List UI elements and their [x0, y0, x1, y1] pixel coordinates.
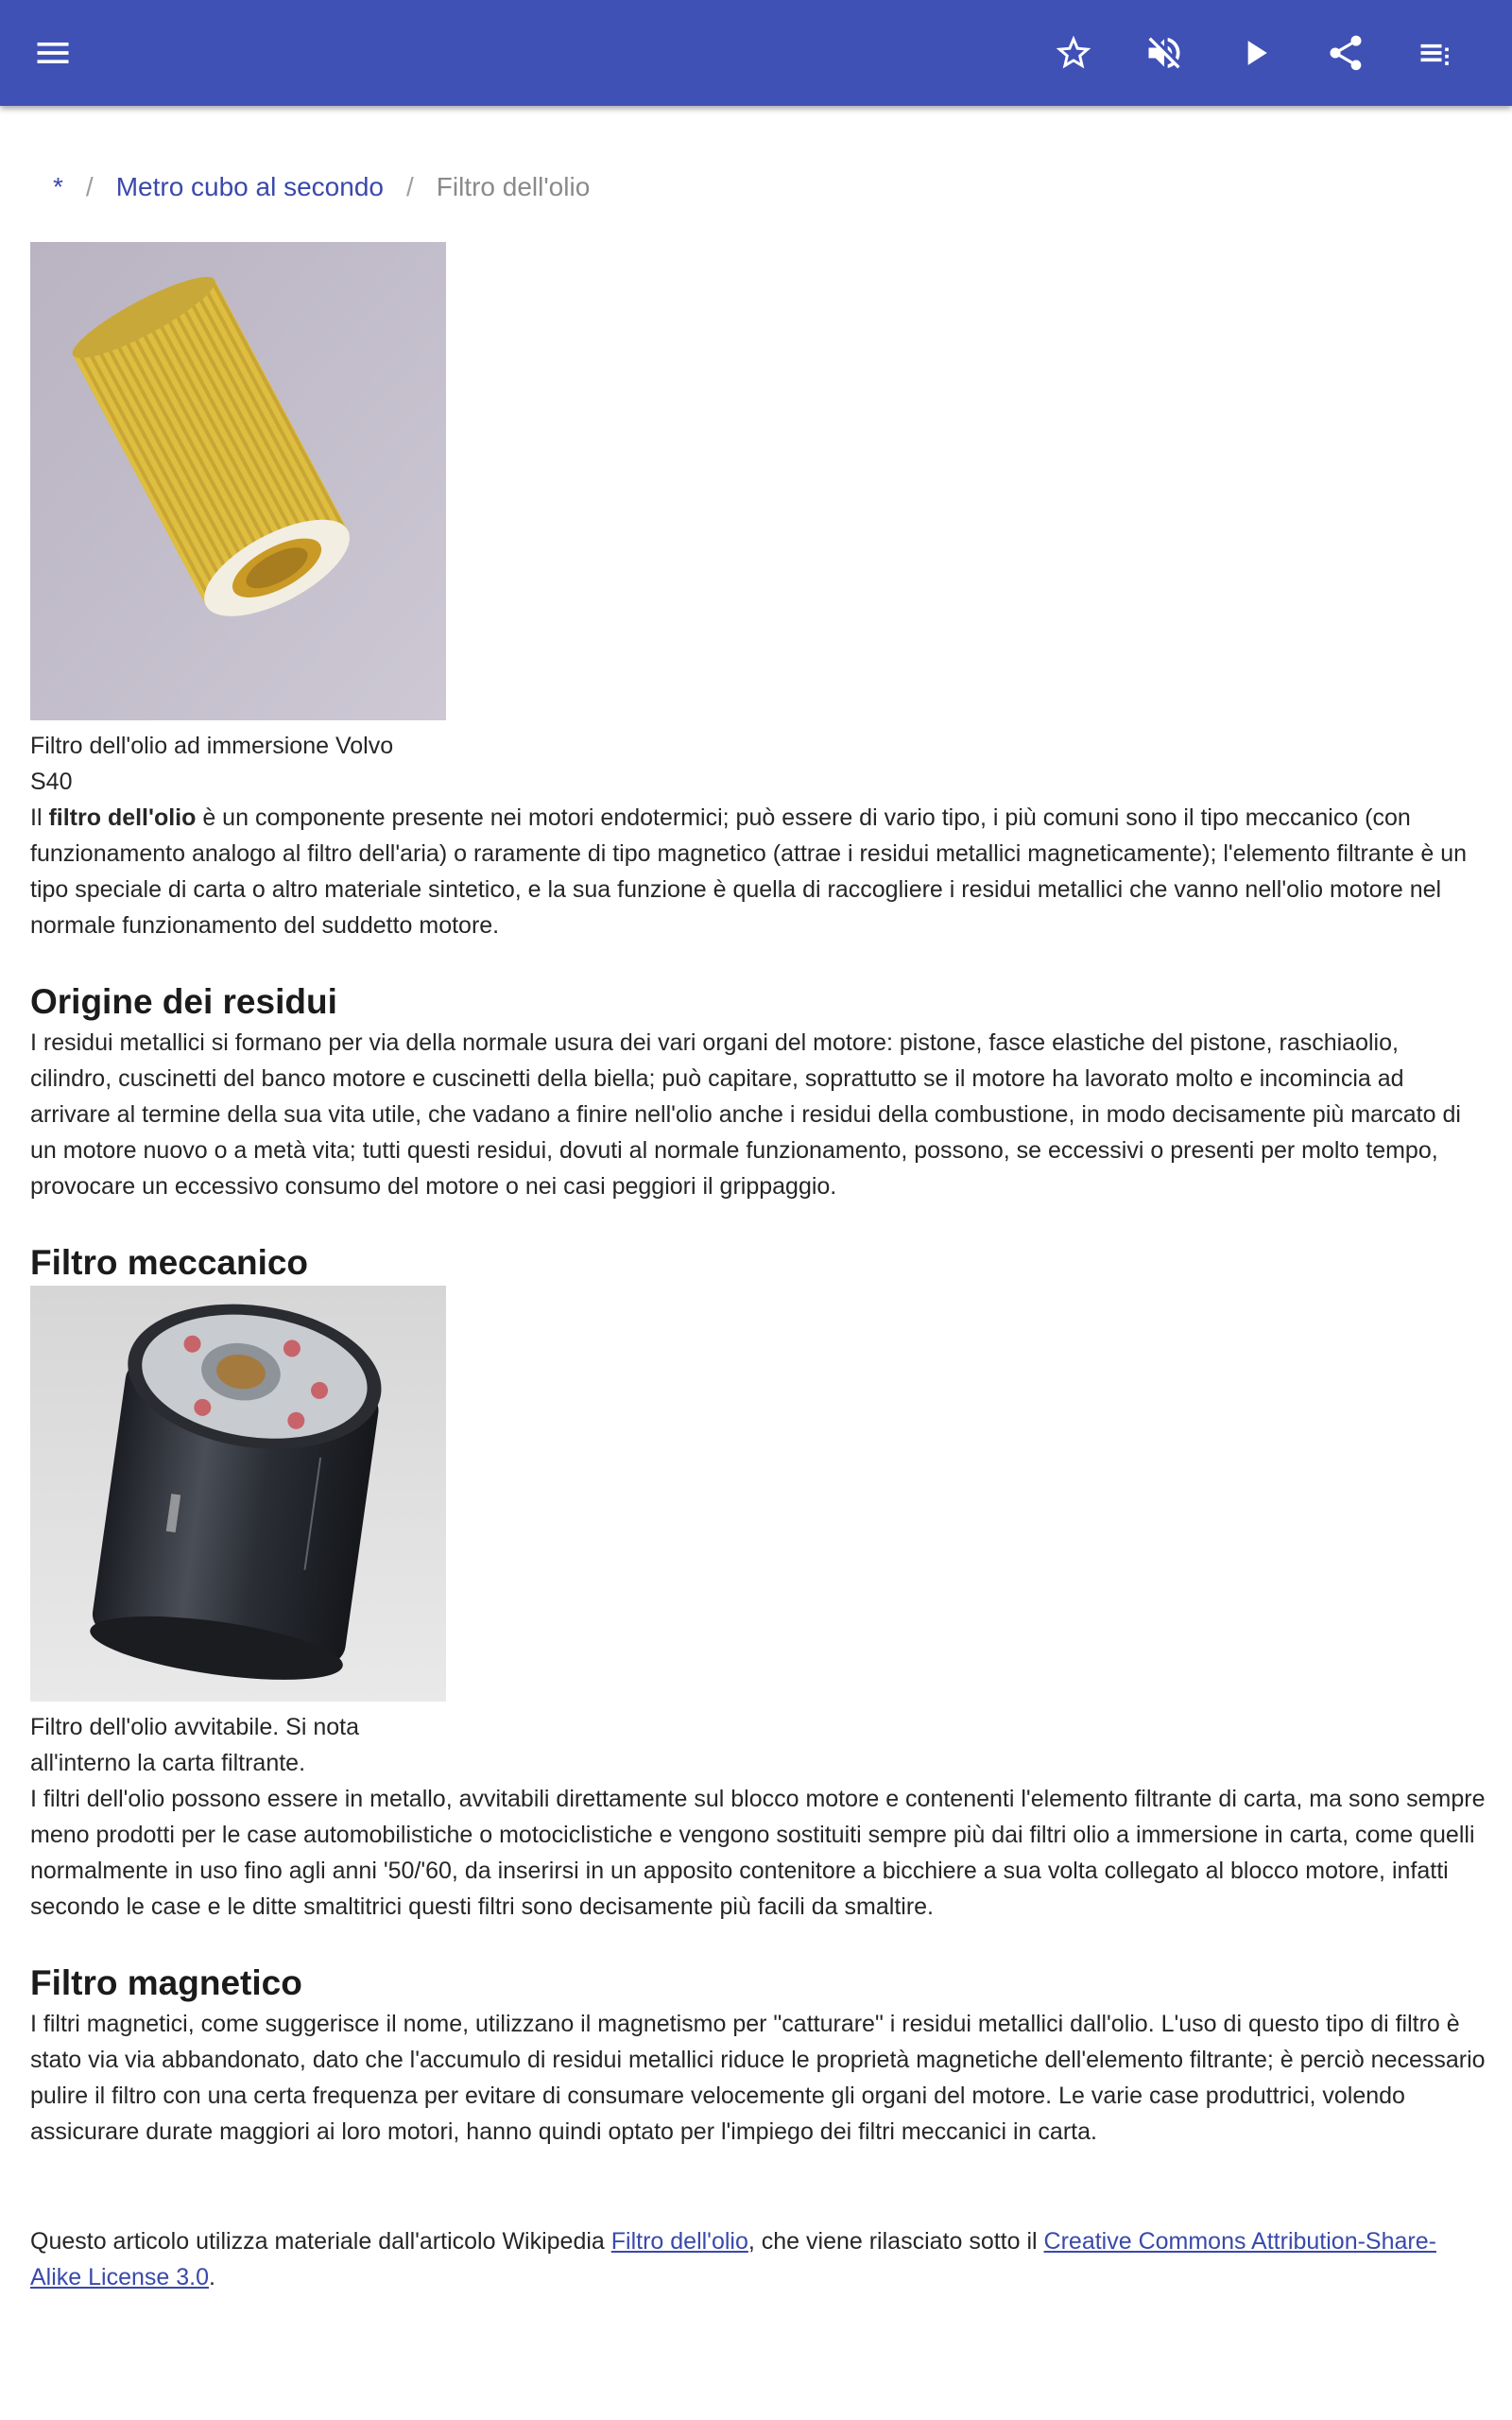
section-heading-origin: Origine dei residui	[30, 982, 337, 1021]
intro-text: è un componente presente nei motori endotermici; può essere di vario tipo, i più comuni sono il tipo meccanico (con funzionamento analogo al filtro dell'aria) o raramente di tipo magnetico (attrae i residui metallici magneticamente); l'elemento filtrante è un tipo speciale di carta o altro materiale sintetico, e la sua funzione è quella di raccogliere i residui metallici che vanno nell'olio motore nel normale funzionamento del suddetto motore.	[30, 804, 1468, 939]
wikipedia-article-link[interactable]: Filtro dell'olio	[610, 2228, 748, 2255]
breadcrumb-current: Filtro dell'olio	[436, 172, 591, 201]
app-bar	[0, 0, 1512, 106]
caption-line: S40	[30, 769, 73, 795]
attribution-footer	[30, 2223, 1486, 2295]
section-origin-paragraph: I residui metallici si formano per via della normale usura dei vari organi del motore: pistone, fasce elastiche del pistone, raschiaolio, cilindro, cuscinetti del banco motore e cuscinetti della biella; può capitare, soprattutto se il motore ha lavorato molto e incomincia ad arrivare al termine della sua vita utile, che vadano a finire nell'olio anche i residui della combustione, in modo decisamente più marcato di un motore nuovo o a metà vita; tutti questi residui, dovuti al normale funzionamento, possono, se eccessivi o presenti per molto tempo, provocare un eccessivo consumo del motore o nei casi peggiori il grippaggio.	[30, 1029, 1461, 1200]
breadcrumb-home-link[interactable]: *	[53, 172, 63, 201]
menu-icon	[32, 32, 74, 74]
intro-bold-term: filtro dell'olio	[48, 804, 197, 831]
menu-button[interactable]	[23, 23, 83, 83]
share-button[interactable]	[1315, 23, 1376, 83]
section-heading-magnetic: Filtro magnetico	[30, 1963, 302, 2002]
attribution-text: .	[209, 2264, 215, 2290]
article-content	[30, 242, 1486, 2295]
license-link[interactable]: Creative Commons Attribution-Share-Alike License 3.0	[30, 2228, 1436, 2290]
caption-line: Filtro dell'olio ad immersione Volvo	[30, 733, 394, 759]
section-heading-mechanical: Filtro meccanico	[30, 1243, 309, 1282]
figure-caption	[30, 1709, 446, 1781]
figure-spin-on-filter	[30, 1286, 446, 1781]
attribution-text: , che viene rilasciato sotto il	[747, 2228, 1044, 2255]
figure-paper-filter	[30, 242, 446, 800]
star-outline-icon	[1053, 32, 1094, 74]
spin-on-oil-filter-image[interactable]	[30, 1286, 446, 1702]
section-mechanical-paragraph: I filtri dell'olio possono essere in metallo, avvitabili direttamente sul blocco motore e contenenti l'elemento filtrante di carta, ma sono sempre meno prodotti per le case automobilistiche o motociclistiche e vengono sostituiti sempre più dai filtri olio a immersione in carta, come quelli normalmente in uso fino agli anni '50/'60, da inserirsi in un apposito contenitore a bicchiere a sua volta collegato al blocco motore, infatti secondo le case e le ditte smaltitrici questi filtri sono decisamente più facili da smaltire.	[30, 1786, 1486, 1920]
mute-button[interactable]	[1134, 23, 1194, 83]
breadcrumb-separator: /	[405, 172, 414, 201]
intro-paragraph	[30, 800, 1486, 943]
breadcrumb-separator: /	[85, 172, 94, 201]
play-icon	[1234, 32, 1276, 74]
paper-oil-filter-image[interactable]	[30, 242, 446, 720]
intro-text: Il	[30, 804, 49, 831]
play-button[interactable]	[1225, 23, 1285, 83]
bookmark-button[interactable]	[1043, 23, 1104, 83]
section-magnetic-paragraph: I filtri magnetici, come suggerisce il nome, utilizzano il magnetismo per "catturare" i residui metallici dall'olio. L'uso di questo tipo di filtro è stato via via abbandonato, dato che l'accumulo di residui metallici riduce le proprietà magnetiche dell'elemento filtrante; è perciò necessario pulire il filtro con una certa frequenza per evitare di consumare velocemente gli organi del motore. Le varie case produttrici, volendo assicurare durate maggiori ai loro motori, hanno quindi optato per l'impiego dei filtri meccanici in carta.	[30, 2011, 1486, 2145]
breadcrumb-parent-link[interactable]: Metro cubo al secondo	[115, 172, 384, 201]
caption-line: all'interno la carta filtrante.	[30, 1750, 306, 1776]
contents-button[interactable]	[1406, 23, 1467, 83]
figure-caption	[30, 728, 446, 800]
attribution-text: Questo articolo utilizza materiale dall'articolo Wikipedia	[30, 2228, 611, 2255]
volume-off-icon	[1143, 32, 1185, 74]
breadcrumb	[53, 168, 590, 206]
share-icon	[1325, 32, 1366, 74]
caption-line: Filtro dell'olio avvitabile. Si nota	[30, 1714, 359, 1740]
playlist-icon	[1416, 32, 1457, 74]
